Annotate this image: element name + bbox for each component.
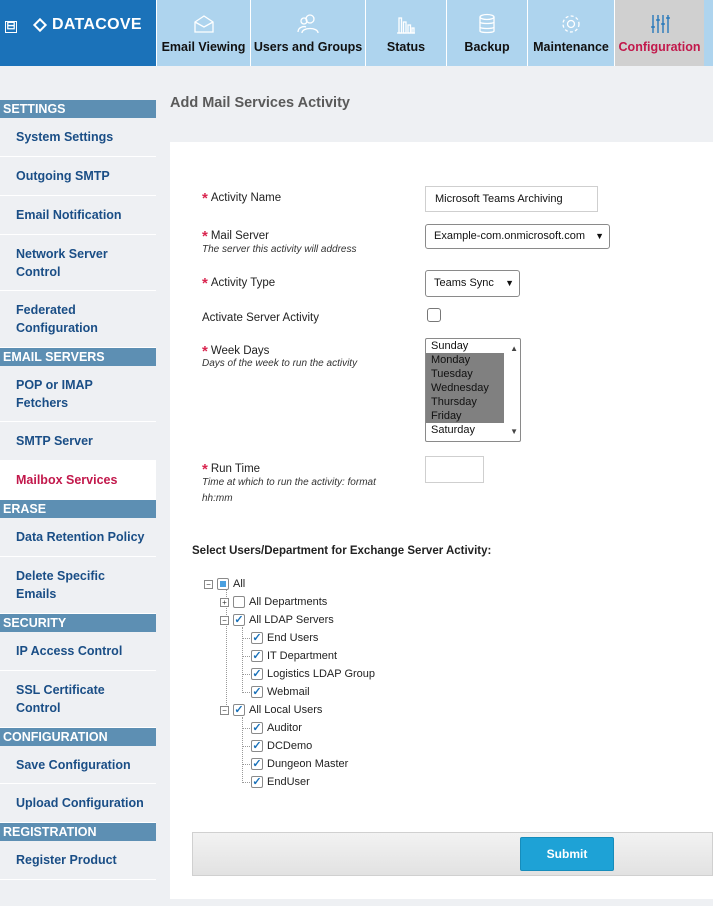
tab-configuration[interactable] <box>614 0 704 66</box>
tree-node-ldap-child[interactable] <box>251 630 318 646</box>
tab-email-viewing[interactable] <box>156 0 250 66</box>
required-marker: * <box>202 275 208 292</box>
mail-server-label-text: Mail Server <box>210 230 269 242</box>
brand-area <box>0 0 156 66</box>
sidebar-item-label: Mailbox Services <box>16 473 118 487</box>
week-day-option[interactable]: Monday <box>426 353 504 367</box>
week-days-hint: Days of the week to run the activity <box>202 358 358 369</box>
sidebar-item-label: Delete Specific Emails <box>16 569 105 601</box>
activity-name-label <box>202 188 281 205</box>
collapse-menu-icon[interactable]: ⊟ <box>6 20 16 32</box>
tree-checkbox-checked[interactable]: ✓ <box>234 704 244 716</box>
tree-node-ldap-child[interactable] <box>251 648 337 664</box>
tree-node-ldap-child[interactable] <box>251 666 375 682</box>
users-departments-section-title: Select Users/Department for Exchange Server Activity: <box>192 545 492 557</box>
sidebar-section-settings: SETTINGS <box>0 100 156 118</box>
page-title: Add Mail Services Activity <box>170 95 350 111</box>
run-time-hint-line1: Time at which to run the activity: format <box>202 477 376 488</box>
sidebar-item-ip-access-control[interactable] <box>0 632 156 671</box>
tab-label: Backup <box>464 40 510 54</box>
sidebar-item-upload-configuration[interactable] <box>0 784 156 823</box>
tree-checkbox[interactable] <box>233 596 245 608</box>
sidebar-item-ssl-certificate-control[interactable] <box>0 671 156 728</box>
run-time-input[interactable] <box>425 456 484 483</box>
mail-server-select[interactable] <box>425 224 610 249</box>
run-time-label-text: Run Time <box>210 463 261 475</box>
logo-diamond-icon <box>33 18 47 32</box>
tree-checkbox-checked[interactable]: ✓ <box>252 668 262 680</box>
form-footer-bar <box>192 832 713 876</box>
chevron-down-icon: ▼ <box>505 278 514 288</box>
sidebar-section-registration: REGISTRATION <box>0 823 156 841</box>
tree-node-label: Logistics LDAP Group <box>267 668 376 680</box>
tree-node-label: EndUser <box>267 776 310 788</box>
week-day-option[interactable]: Saturday <box>431 424 476 436</box>
sidebar-section-security: SECURITY <box>0 614 156 632</box>
run-time-hint <box>202 475 376 507</box>
week-days-label-text: Week Days <box>210 345 270 357</box>
tree-node-all-ldap-servers[interactable] <box>220 612 334 628</box>
activate-server-activity-label: Activate Server Activity <box>202 312 319 324</box>
tab-label: Status <box>386 40 426 54</box>
sidebar-item-label: Email Notification <box>16 208 122 222</box>
top-navigation-bar <box>0 0 713 66</box>
week-day-option[interactable]: Sunday <box>431 340 469 352</box>
sidebar-item-label: SMTP Server <box>16 434 93 448</box>
tree-checkbox-checked[interactable]: ✓ <box>252 776 262 788</box>
tree-checkbox-partial[interactable] <box>217 578 229 590</box>
sidebar-section-erase: ERASE <box>0 500 156 518</box>
activate-server-activity-checkbox[interactable] <box>427 308 441 322</box>
submit-button[interactable]: Submit <box>520 837 614 871</box>
sidebar-item-pop-imap-fetchers[interactable] <box>0 366 156 422</box>
sidebar-item-outgoing-smtp[interactable] <box>0 157 156 196</box>
tree-node-label: All <box>233 578 246 590</box>
run-time-hint-line2: hh:mm <box>202 493 233 504</box>
sidebar-section-configuration: CONFIGURATION <box>0 728 156 746</box>
sidebar-item-label: Save Configuration <box>16 757 131 772</box>
tree-node-label: All Departments <box>249 596 328 608</box>
collapse-icon[interactable]: − <box>204 580 213 589</box>
scroll-down-arrow-icon[interactable]: ▼ <box>510 427 518 436</box>
activity-name-input[interactable] <box>425 186 598 212</box>
sidebar-item-mailbox-services[interactable] <box>0 461 156 500</box>
tree-node-ldap-child[interactable] <box>251 684 310 700</box>
bar-chart-icon <box>394 12 418 36</box>
tree-node-local-child[interactable] <box>251 738 312 754</box>
run-time-label <box>202 459 260 476</box>
sidebar-item-label: Outgoing SMTP <box>16 169 110 183</box>
activity-type-select[interactable] <box>425 270 520 297</box>
tree-checkbox-checked[interactable]: ✓ <box>252 758 262 770</box>
chevron-down-icon: ▼ <box>595 231 604 241</box>
envelope-icon <box>192 12 216 36</box>
week-day-option[interactable]: Tuesday <box>426 367 504 381</box>
database-icon <box>475 12 499 36</box>
tree-checkbox-checked[interactable]: ✓ <box>252 650 262 662</box>
tab-label: Maintenance <box>533 40 609 54</box>
activity-type-value: Teams Sync <box>434 277 494 289</box>
sidebar-item-email-notification[interactable] <box>0 196 156 235</box>
tree-checkbox-checked[interactable]: ✓ <box>252 740 262 752</box>
scroll-up-arrow-icon[interactable]: ▲ <box>510 344 518 353</box>
tree-node-label: All LDAP Servers <box>249 614 334 626</box>
sidebar-item-smtp-server[interactable] <box>0 422 156 461</box>
sidebar-item-data-retention-policy[interactable] <box>0 518 156 557</box>
tab-maintenance[interactable] <box>527 0 614 66</box>
tree-node-label: All Local Users <box>249 704 323 716</box>
week-day-option[interactable]: Wednesday <box>426 381 504 395</box>
week-days-listbox[interactable] <box>425 338 521 442</box>
collapse-icon[interactable]: − <box>220 706 229 715</box>
brand-logo-text: DATACOVE <box>52 16 142 33</box>
tree-checkbox-checked[interactable]: ✓ <box>252 632 262 644</box>
tree-connector <box>242 717 243 783</box>
mail-server-label <box>202 226 269 243</box>
week-day-option[interactable]: Friday <box>426 409 504 423</box>
sidebar-item-label: Network Server Control <box>16 246 108 279</box>
activity-type-label-text: Activity Type <box>210 277 276 289</box>
tree-node-local-child[interactable] <box>251 720 302 736</box>
sidebar <box>0 100 156 880</box>
required-marker: * <box>202 190 208 207</box>
users-icon <box>296 12 320 36</box>
sidebar-item-federated-configuration[interactable] <box>0 291 156 348</box>
week-day-option[interactable]: Thursday <box>426 395 504 409</box>
sidebar-item-label: Data Retention Policy <box>16 530 145 544</box>
sidebar-item-label: Register Product <box>16 853 117 867</box>
sliders-icon <box>648 12 672 36</box>
sidebar-item-save-configuration[interactable] <box>0 746 156 784</box>
sidebar-item-label: System Settings <box>16 130 114 144</box>
sidebar-item-delete-specific-emails[interactable] <box>0 557 156 614</box>
activity-name-label-text: Activity Name <box>210 192 282 204</box>
tree-node-label: End Users <box>267 632 319 644</box>
sidebar-item-label: SSL Certificate Control <box>16 683 105 715</box>
tab-users-and-groups[interactable] <box>250 0 365 66</box>
sidebar-item-system-settings[interactable] <box>0 118 156 157</box>
tree-node-local-child[interactable] <box>251 756 348 772</box>
required-marker: * <box>202 461 208 478</box>
sidebar-section-email-servers: EMAIL SERVERS <box>0 348 156 366</box>
tab-label: Users and Groups <box>253 40 363 54</box>
sidebar-item-label: POP or IMAP Fetchers <box>16 377 93 410</box>
tree-checkbox-checked[interactable]: ✓ <box>252 722 262 734</box>
gear-icon <box>559 12 583 36</box>
tree-node-label: IT Department <box>267 650 338 662</box>
expand-icon[interactable]: + <box>220 598 229 607</box>
tab-backup[interactable] <box>446 0 527 66</box>
mail-server-hint: The server this activity will address <box>202 244 357 255</box>
required-marker: * <box>202 343 208 360</box>
tree-checkbox-checked[interactable]: ✓ <box>234 614 244 626</box>
sidebar-item-label: IP Access Control <box>16 644 123 658</box>
tree-node-all[interactable] <box>204 576 245 592</box>
tree-node-label: Auditor <box>267 722 302 734</box>
activity-type-label <box>202 273 275 290</box>
tree-node-label: DCDemo <box>267 740 313 752</box>
required-marker: * <box>202 228 208 245</box>
sidebar-item-register-product[interactable] <box>0 841 156 880</box>
tree-node-all-departments[interactable] <box>220 594 327 610</box>
sidebar-item-network-server-control[interactable] <box>0 235 156 291</box>
tab-label: Configuration <box>618 40 701 54</box>
tab-label: Email Viewing <box>161 40 246 54</box>
tree-node-all-local-users[interactable] <box>220 702 322 718</box>
tree-node-label: Webmail <box>267 686 310 698</box>
tree-node-label: Dungeon Master <box>267 758 349 770</box>
sidebar-item-label: Upload Configuration <box>16 796 144 810</box>
tree-connector <box>242 627 243 693</box>
tree-node-local-child[interactable] <box>251 774 310 790</box>
collapse-icon[interactable]: − <box>220 616 229 625</box>
tab-status[interactable] <box>365 0 446 66</box>
tree-checkbox-checked[interactable]: ✓ <box>252 686 262 698</box>
sidebar-item-label: Federated Configuration <box>16 303 98 335</box>
mail-server-value: Example-com.onmicrosoft.com <box>434 230 585 242</box>
